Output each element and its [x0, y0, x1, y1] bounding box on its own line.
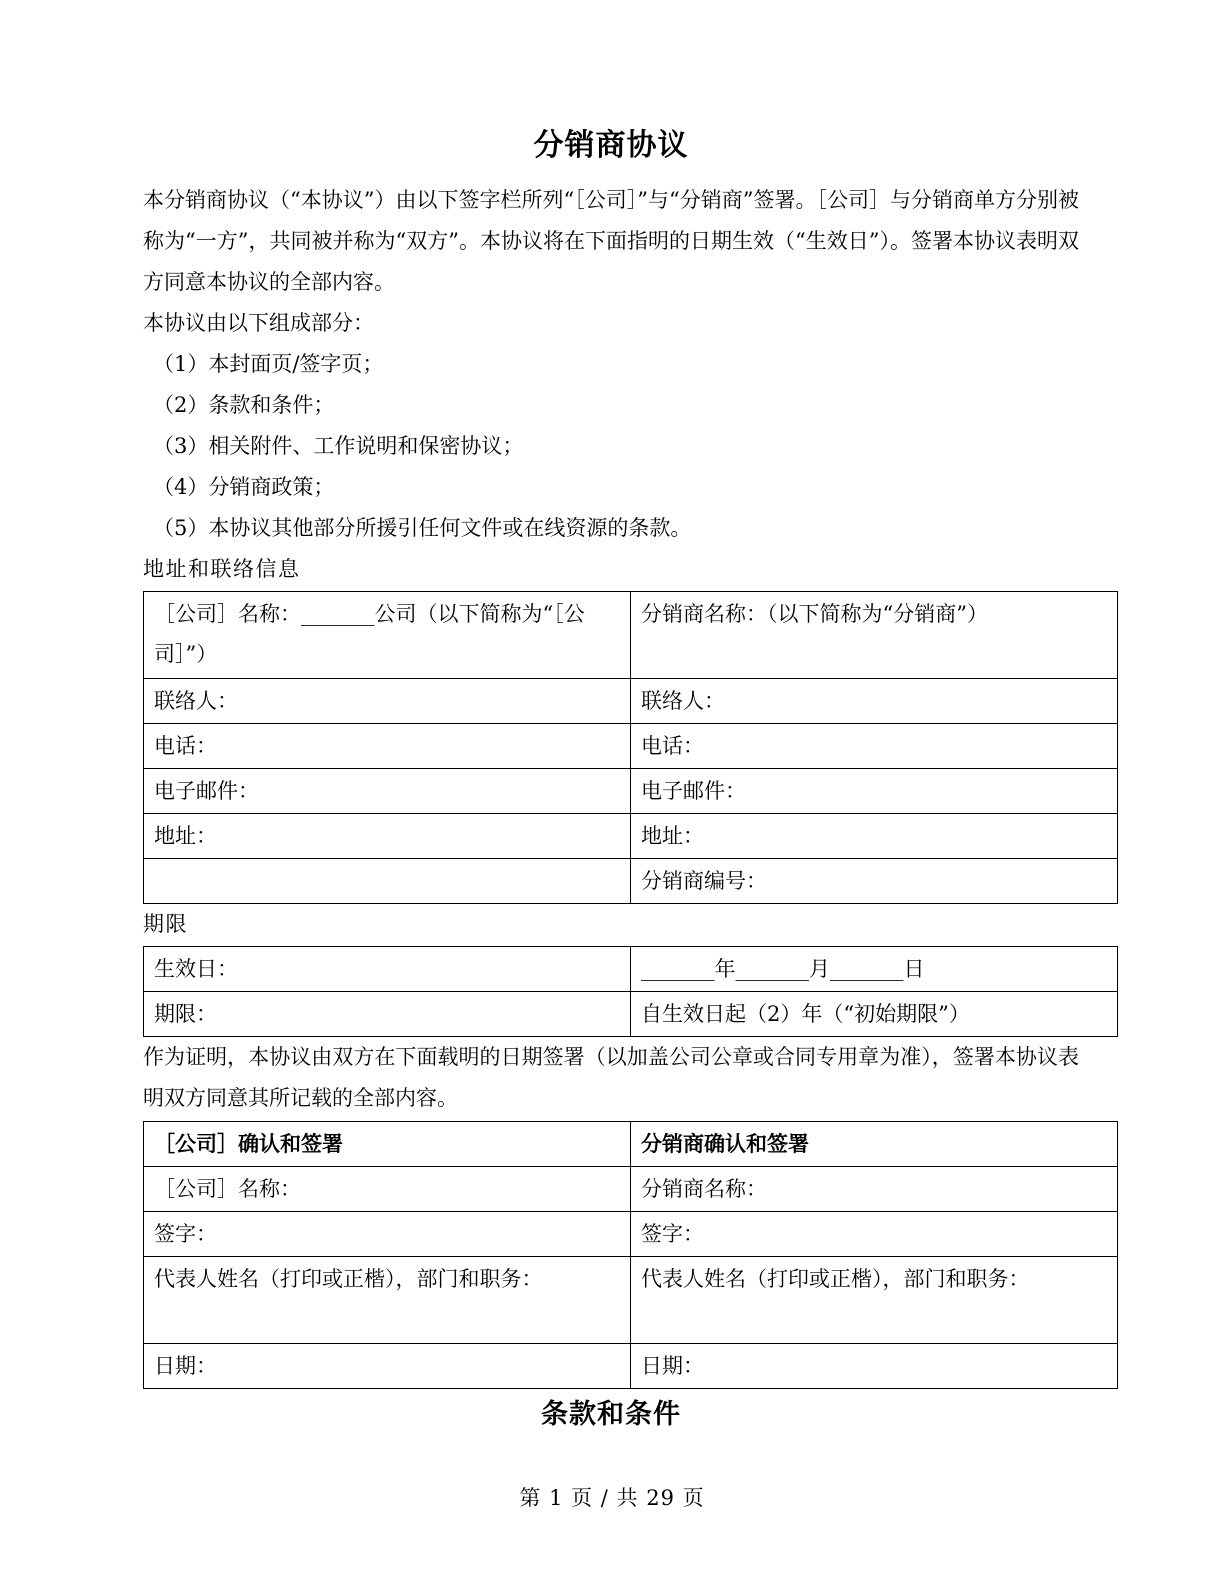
contact-info-table	[143, 591, 1118, 904]
table-row	[144, 592, 1118, 679]
table-cell-company-signature-header: ［公司］确认和签署	[144, 1122, 631, 1167]
list-item: （5）本协议其他部分所援引任何文件或在线资源的条款。	[153, 516, 692, 540]
table-cell-distributor-phone: 电话：	[631, 724, 1118, 769]
document-content	[143, 128, 1079, 1431]
table-cell-effective-date-value: _______年_______月_______日	[631, 947, 1118, 992]
table-row	[144, 769, 1118, 814]
table-cell-distributor-contact: 联络人：	[631, 679, 1118, 724]
page-title: 分销商协议	[533, 128, 689, 163]
table-cell-company-address: 地址：	[144, 814, 631, 859]
table-row	[144, 1257, 1118, 1344]
list-item: （1）本封面页/签字页；	[153, 352, 384, 376]
table-cell-distributor-email: 电子邮件：	[631, 769, 1118, 814]
term-table	[143, 946, 1118, 1037]
terms-and-conditions-heading: 条款和条件	[541, 1399, 681, 1430]
table-cell-distributor-name: 分销商名称：（以下简称为“分销商”）	[631, 592, 1118, 679]
table-cell-company-sign: 签字：	[144, 1212, 631, 1257]
list-item: （2）条款和条件；	[153, 393, 335, 417]
table-cell-effective-date-label: 生效日：	[144, 947, 631, 992]
table-cell-distributor-address: 地址：	[631, 814, 1118, 859]
table-cell-term-value: 自生效日起（2）年（“初始期限”）	[631, 992, 1118, 1037]
table-header-row	[144, 1122, 1118, 1167]
table-cell-distributor-date: 日期：	[631, 1344, 1118, 1389]
table-cell-distributor-signature-header: 分销商确认和签署	[631, 1122, 1118, 1167]
list-item: （4）分销商政策；	[153, 475, 335, 499]
table-cell-distributor-number: 分销商编号：	[631, 859, 1118, 904]
witness-paragraph: 作为证明，本协议由双方在下面载明的日期签署（以加盖公司公章或合同专用章为准），签署本协议表明双方同意其所记载的全部内容。	[143, 1045, 1079, 1110]
table-row	[144, 1212, 1118, 1257]
table-row	[144, 1344, 1118, 1389]
table-row	[144, 724, 1118, 769]
table-cell-distributor-sig-name: 分销商名称：	[631, 1167, 1118, 1212]
table-cell-company-contact: 联络人：	[144, 679, 631, 724]
table-cell-empty	[144, 859, 631, 904]
table-cell-distributor-sign: 签字：	[631, 1212, 1118, 1257]
intro-paragraph: 本分销商协议（“本协议”）由以下签字栏所列“［公司］”与“分销商”签署。［公司］与分销商单方分别被称为“一方”，共同被并称为“双方”。本协议将在下面指明的日期生效（“生效日”）。签署本协议表明双方同意本协议的全部内容。	[143, 188, 1079, 294]
table-row	[144, 859, 1118, 904]
table-row	[144, 1167, 1118, 1212]
table-cell-company-name: ［公司］名称：_______公司（以下简称为“［公司］”）	[144, 592, 631, 679]
table-row	[144, 679, 1118, 724]
table-row	[144, 814, 1118, 859]
table-cell-company-email: 电子邮件：	[144, 769, 631, 814]
contact-section-label: 地址和联络信息	[143, 557, 301, 581]
table-row	[144, 992, 1118, 1037]
components-lead: 本协议由以下组成部分：	[143, 311, 374, 335]
table-cell-company-phone: 电话：	[144, 724, 631, 769]
table-row	[144, 947, 1118, 992]
table-cell-company-sig-name: ［公司］名称：	[144, 1167, 631, 1212]
signature-table	[143, 1121, 1118, 1389]
table-cell-term-label: 期限：	[144, 992, 631, 1037]
table-cell-company-rep: 代表人姓名（打印或正楷），部门和职务：	[144, 1257, 631, 1344]
table-cell-company-date: 日期：	[144, 1344, 631, 1389]
page-footer: 第 1 页 / 共 29 页	[519, 1486, 705, 1510]
term-section-label: 期限	[143, 912, 188, 936]
table-cell-distributor-rep: 代表人姓名（打印或正楷），部门和职务：	[631, 1257, 1118, 1344]
list-item: （3）相关附件、工作说明和保密协议；	[153, 434, 524, 458]
